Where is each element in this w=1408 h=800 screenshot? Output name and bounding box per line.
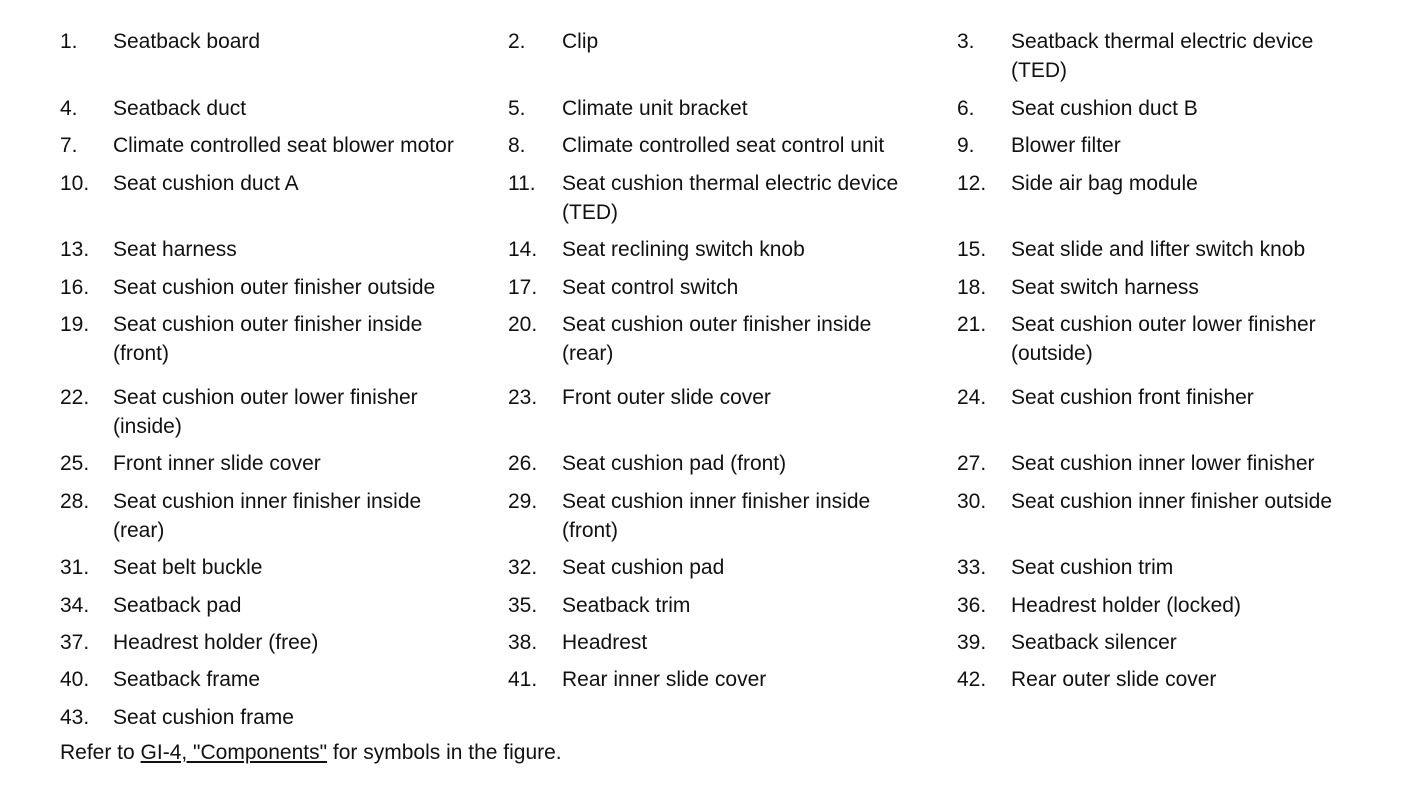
item-label (1011, 169, 1198, 198)
item-label-line: Front inner slide cover (113, 452, 321, 475)
item-label (113, 591, 241, 620)
item-label (562, 591, 690, 620)
item-label (1011, 131, 1121, 160)
item-number: 5. (508, 97, 526, 120)
item-label-line: Seat control switch (562, 276, 739, 299)
item-label-line: Seat cushion frame (113, 706, 294, 729)
item-label (113, 273, 435, 302)
item-label-line: Seat cushion pad (front) (562, 452, 787, 475)
reference-suffix: for symbols in the figure. (327, 741, 562, 764)
item-label-line: Seatback silencer (1011, 631, 1177, 654)
item-label (1011, 591, 1241, 620)
item-label-line: (front) (113, 342, 170, 365)
item-label (1011, 383, 1254, 412)
item-label-line: Seat cushion outer finisher inside (113, 313, 423, 336)
item-number: 11. (508, 172, 536, 195)
item-number: 37. (60, 631, 90, 654)
item-label (113, 310, 422, 368)
item-number: 39. (957, 631, 987, 654)
item-number: 7. (60, 134, 78, 157)
item-label-line: Seat harness (113, 238, 237, 261)
item-label-line: (rear) (113, 519, 165, 542)
item-label-line: Front outer slide cover (562, 386, 771, 409)
item-label-line: Seat cushion trim (1011, 556, 1174, 579)
item-number: 31. (60, 556, 90, 579)
item-number: 38. (508, 631, 538, 654)
item-number: 34. (60, 594, 90, 617)
item-number: 20. (508, 313, 538, 336)
item-number: 25. (60, 452, 90, 475)
item-label (113, 703, 294, 732)
reference-note (60, 738, 562, 767)
item-number: 10. (60, 172, 90, 195)
item-number: 27. (957, 452, 987, 475)
item-label (1011, 665, 1216, 694)
item-label (562, 553, 724, 582)
item-label-line: Seat cushion front finisher (1011, 386, 1254, 409)
item-label (562, 449, 786, 478)
item-label (1011, 235, 1305, 264)
item-number: 23. (508, 386, 538, 409)
item-number: 41. (508, 668, 538, 691)
item-number: 12. (957, 172, 987, 195)
item-label-line: (outside) (1011, 342, 1093, 365)
item-label-line: Rear inner slide cover (562, 668, 767, 691)
item-number: 13. (60, 238, 90, 261)
components-reference-link[interactable]: GI-4, "Components" (140, 741, 328, 764)
item-number: 29. (508, 490, 538, 513)
item-label-line: Headrest (562, 631, 648, 654)
item-label-line: Seat cushion outer finisher outside (113, 276, 436, 299)
item-label-line: Seat cushion inner finisher inside (562, 490, 871, 513)
item-label-line: Seat cushion duct A (113, 172, 299, 195)
item-number: 43. (60, 706, 90, 729)
item-label (113, 383, 418, 441)
item-label-line: Seat belt buckle (113, 556, 263, 579)
item-number: 42. (957, 668, 987, 691)
item-label-line: Seat switch harness (1011, 276, 1199, 299)
item-label-line: Rear outer slide cover (1011, 668, 1217, 691)
item-label-line: (front) (562, 519, 619, 542)
item-label (1011, 27, 1313, 85)
item-label-line: Seat cushion inner finisher inside (113, 490, 422, 513)
item-label-line: Seatback pad (113, 594, 242, 617)
item-number: 2. (508, 30, 526, 53)
item-label (113, 235, 237, 264)
item-label (562, 169, 898, 227)
item-label-line: Seatback board (113, 30, 261, 53)
item-label-line: Seatback trim (562, 594, 691, 617)
item-label (562, 487, 870, 545)
item-number: 17. (508, 276, 538, 299)
item-number: 19. (60, 313, 90, 336)
item-label (113, 487, 421, 545)
item-label (113, 131, 454, 160)
item-label-line: Seatback thermal electric device (1011, 30, 1314, 53)
item-label-line: Seat cushion inner finisher outside (1011, 490, 1333, 513)
item-label-line: Climate controlled seat blower motor (113, 134, 454, 157)
item-number: 40. (60, 668, 90, 691)
item-label (113, 665, 260, 694)
item-label-line: Seat cushion thermal electric device (562, 172, 899, 195)
item-number: 6. (957, 97, 975, 120)
item-label-line: Seat reclining switch knob (562, 238, 805, 261)
item-label-line: (TED) (562, 201, 618, 224)
item-number: 24. (957, 386, 987, 409)
item-label-line: Seat cushion outer lower finisher (1011, 313, 1316, 336)
item-label (1011, 487, 1332, 516)
item-label-line: (rear) (562, 342, 614, 365)
item-label (113, 94, 246, 123)
item-label (562, 273, 738, 302)
item-number: 22. (60, 386, 90, 409)
item-label (1011, 273, 1199, 302)
item-label-line: Seat cushion outer finisher inside (562, 313, 872, 336)
item-label (1011, 310, 1316, 368)
item-label-line: Seat slide and lifter switch knob (1011, 238, 1306, 261)
item-number: 32. (508, 556, 538, 579)
item-label (562, 235, 805, 264)
item-label-line: (TED) (1011, 59, 1067, 82)
item-number: 16. (60, 276, 90, 299)
item-number: 14. (508, 238, 538, 261)
item-number: 15. (957, 238, 987, 261)
item-label-line: Headrest holder (free) (113, 631, 319, 654)
item-label (113, 628, 318, 657)
item-label (1011, 553, 1173, 582)
item-label-line: Seat cushion pad (562, 556, 725, 579)
item-label (1011, 628, 1177, 657)
item-number: 9. (957, 134, 975, 157)
item-number: 3. (957, 30, 975, 53)
item-label (562, 94, 748, 123)
item-label-line: Seatback frame (113, 668, 261, 691)
item-label-line: Seat cushion duct B (1011, 97, 1198, 120)
item-label (562, 310, 871, 368)
item-label-line: Seat cushion outer lower finisher (113, 386, 418, 409)
item-label-line: Side air bag module (1011, 172, 1198, 195)
item-number: 8. (508, 134, 526, 157)
item-label (562, 383, 771, 412)
item-number: 30. (957, 490, 987, 513)
item-label (113, 27, 260, 56)
item-label (1011, 449, 1315, 478)
item-label-line: Clip (562, 30, 599, 53)
item-label (113, 449, 321, 478)
item-label-line: Climate unit bracket (562, 97, 748, 120)
item-number: 28. (60, 490, 90, 513)
item-label-line: Headrest holder (locked) (1011, 594, 1241, 617)
item-label-line: Seat cushion inner lower finisher (1011, 452, 1315, 475)
item-label-line: (inside) (113, 415, 182, 438)
item-label (113, 169, 299, 198)
item-number: 36. (957, 594, 987, 617)
item-label-line: Seatback duct (113, 97, 247, 120)
item-number: 33. (957, 556, 987, 579)
item-label (562, 628, 647, 657)
reference-prefix: Refer to (60, 741, 141, 764)
item-label-line: Blower filter (1011, 134, 1121, 157)
item-label-line: Climate controlled seat control unit (562, 134, 885, 157)
item-label (562, 665, 766, 694)
item-number: 1. (60, 30, 78, 53)
item-number: 26. (508, 452, 538, 475)
item-label (113, 553, 262, 582)
item-number: 21. (957, 313, 987, 336)
item-number: 4. (60, 97, 78, 120)
item-label (562, 131, 884, 160)
item-number: 18. (957, 276, 987, 299)
item-label (1011, 94, 1198, 123)
item-number: 35. (508, 594, 538, 617)
item-label (562, 27, 598, 56)
